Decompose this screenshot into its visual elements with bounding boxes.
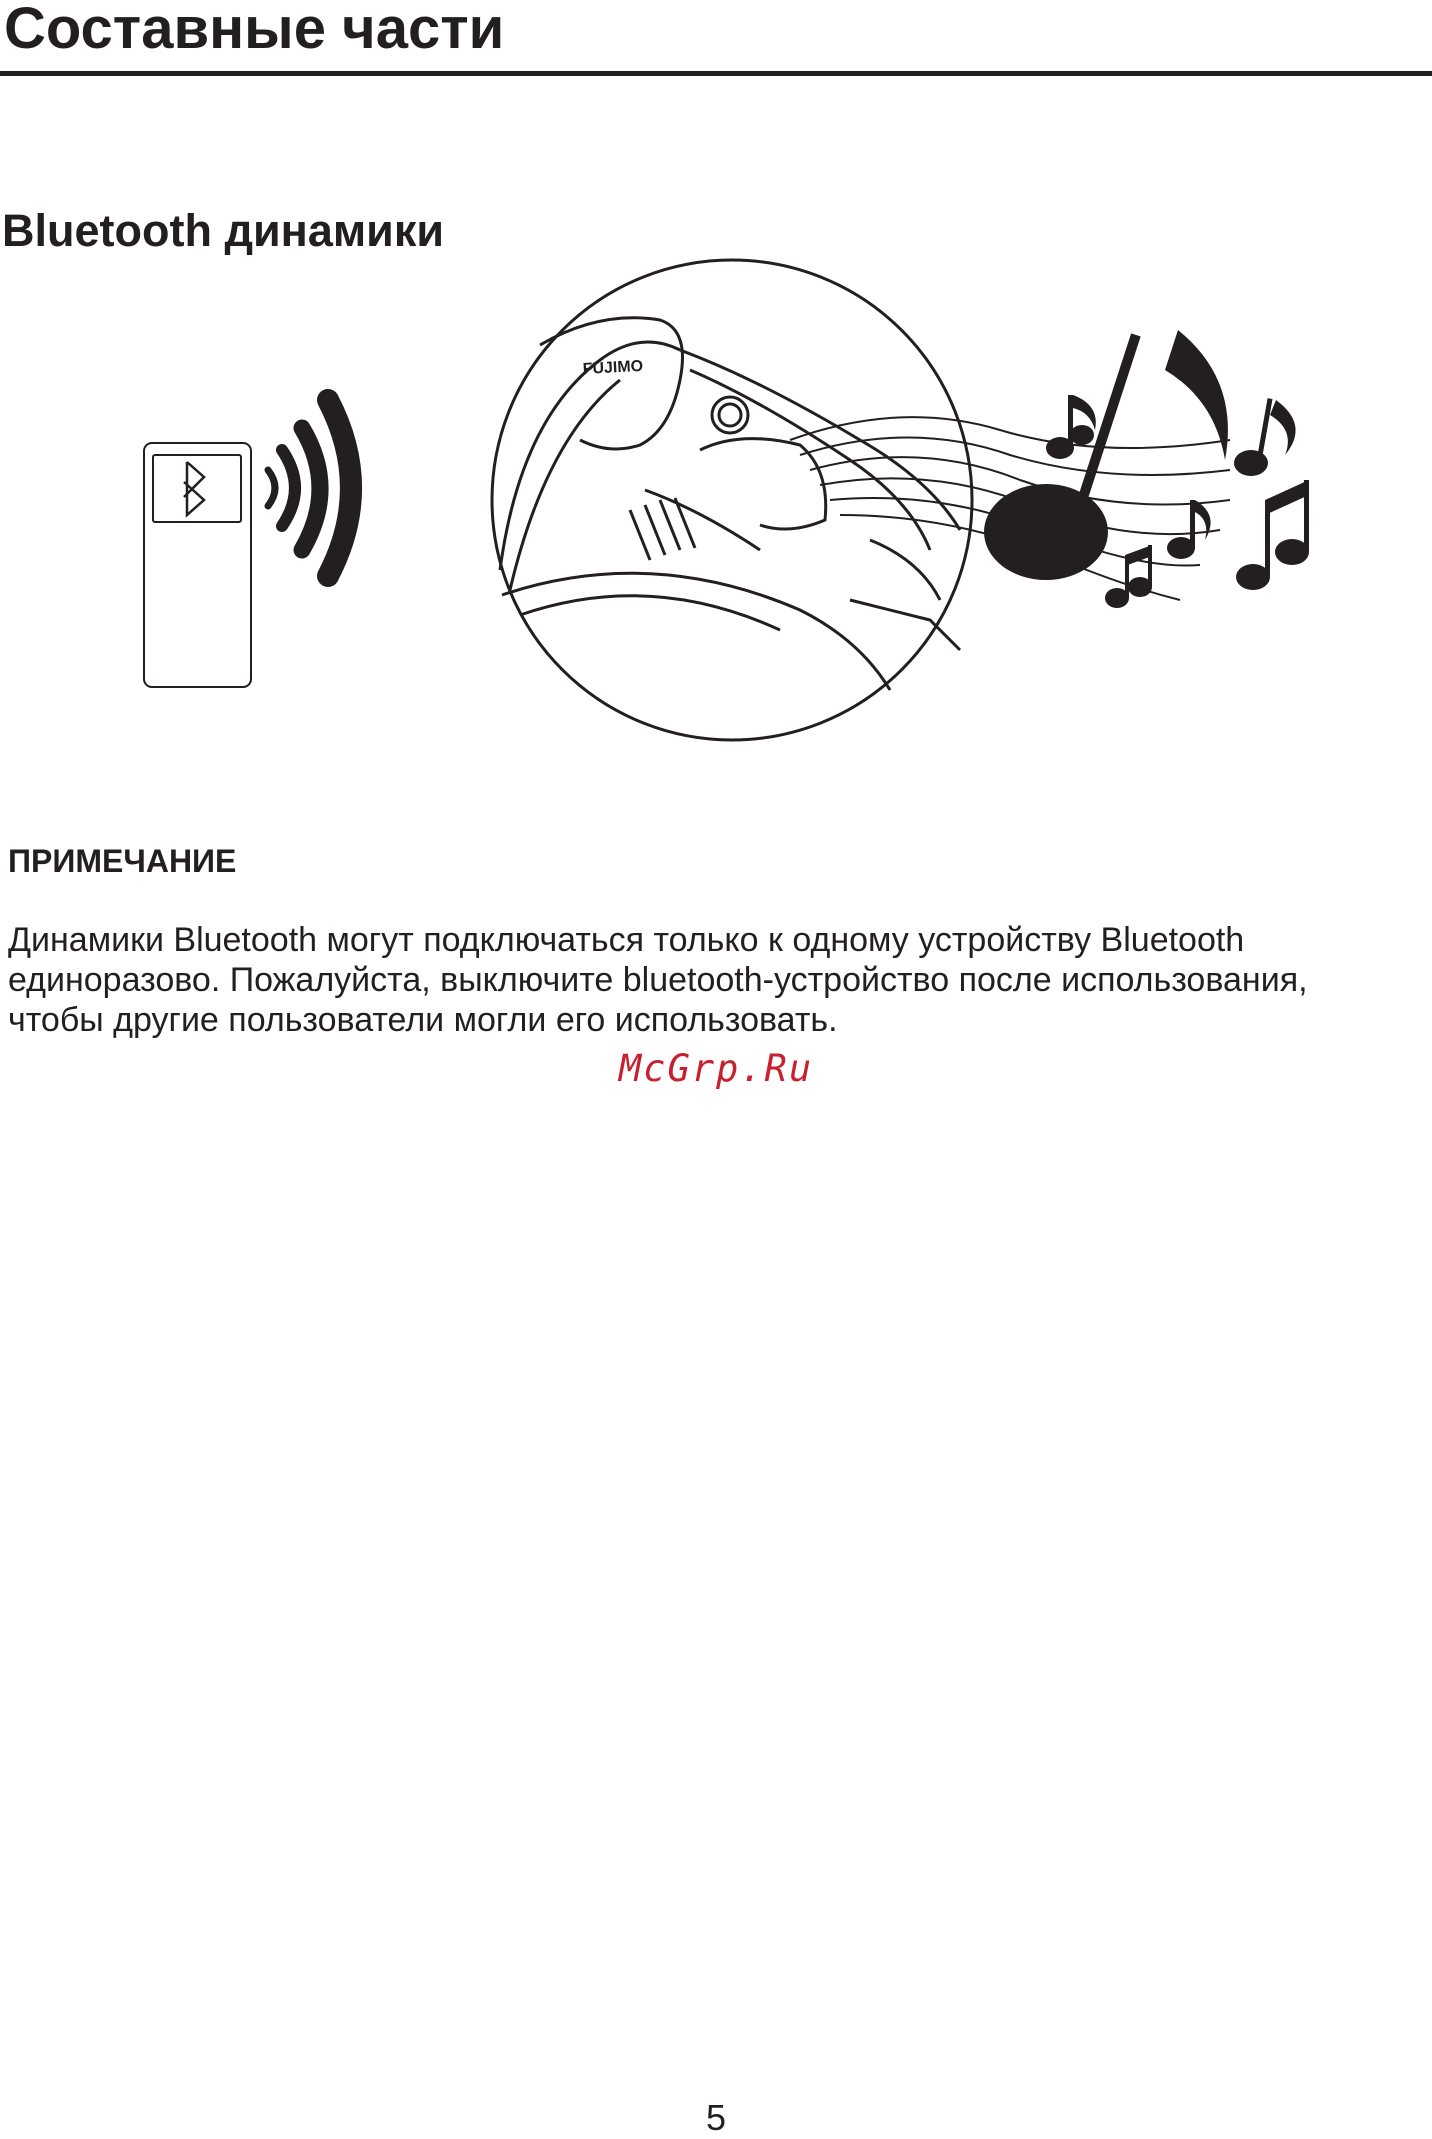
chair-headrest-detail — [492, 260, 972, 740]
note-line: единоразово. Пожалуйста, выключите bluetooth-устройство после использования, — [8, 961, 1308, 999]
watermark: McGrp.Ru — [618, 1047, 814, 1090]
note-line: Динамики Bluetooth могут подключаться только к одному устройству Bluetooth — [8, 921, 1245, 959]
music-notes-icon — [984, 330, 1309, 608]
page-title: Составные части — [4, 0, 505, 61]
section-title: Bluetooth динамики — [2, 205, 445, 256]
signal-waves-icon — [268, 400, 351, 576]
note-text — [8, 920, 1428, 1040]
bluetooth-icon — [184, 462, 204, 515]
bluetooth-speakers-illustration — [130, 250, 1330, 750]
title-divider — [0, 71, 1432, 76]
note-heading: ПРИМЕЧАНИЕ — [8, 843, 237, 879]
note-line: чтобы другие пользователи могли его использовать. — [8, 1001, 838, 1039]
page-number: 5 — [705, 2097, 727, 2138]
brand-logo: FUJIMO — [582, 357, 644, 378]
phone-device — [144, 443, 251, 687]
